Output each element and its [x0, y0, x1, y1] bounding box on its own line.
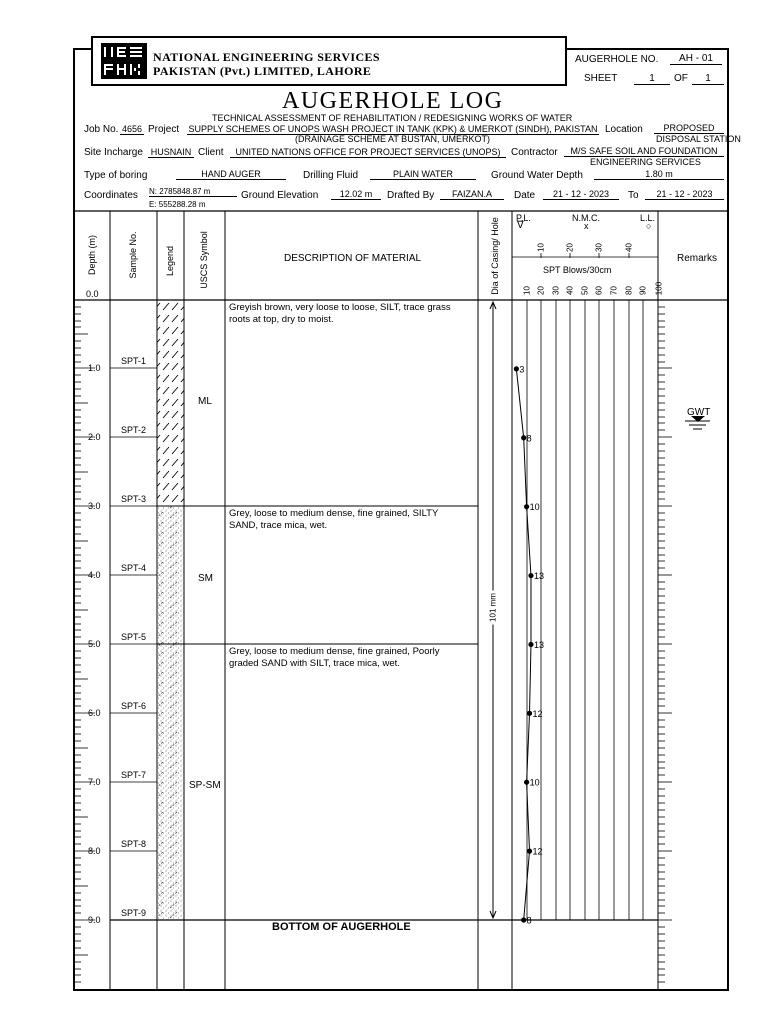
sample-id: SPT-2 — [121, 425, 147, 435]
client-value: UNITED NATIONS OFFICE FOR PROJECT SERVICES (UNOPS) — [230, 147, 506, 158]
stratum-description: SAND, trace mica, wet. — [229, 520, 328, 531]
sample-header: Sample No. — [128, 231, 138, 279]
location-value-line2: DISPOSAL STATION — [656, 134, 741, 144]
depth-label: 1.0 — [88, 363, 101, 373]
depth-header: Depth (m) — [87, 235, 97, 276]
depth-label: 9.0 — [88, 915, 101, 925]
remarks-header: Remarks — [677, 253, 718, 264]
location-label: Location — [605, 124, 643, 135]
depth-zero-label: 0.0 — [86, 289, 99, 299]
company-name-line1: NATIONAL ENGINEERING SERVICES — [153, 50, 381, 64]
sample-id: SPT-9 — [121, 908, 147, 918]
augerhole-no-label: AUGERHOLE NO. — [575, 54, 659, 65]
uscs-symbol: SP-SM — [189, 780, 221, 791]
pl-label: P.L. — [516, 213, 531, 223]
uscs-header: USCS Symbol — [199, 231, 209, 289]
depth-label: 7.0 — [88, 777, 101, 787]
description-header: DESCRIPTION OF MATERIAL — [284, 253, 422, 264]
sample-id: SPT-4 — [121, 563, 147, 573]
spt-value-label: 10 — [529, 502, 540, 513]
project-value-line2: (DRAINAGE SCHEME AT BUSTAN, UMERKOT) — [295, 134, 491, 144]
spt-value-label: 13 — [533, 571, 544, 582]
page-title: AUGERHOLE LOG — [282, 88, 504, 114]
legend-header: Legend — [165, 245, 175, 277]
sample-id: SPT-3 — [121, 494, 147, 504]
ground-elevation-label: Ground Elevation — [241, 190, 319, 201]
sample-id: SPT-1 — [121, 356, 147, 366]
spt-tick-60: 60 — [594, 286, 604, 295]
job-no-label: Job No. — [84, 124, 119, 135]
spt-axis-label: SPT Blows/30cm — [543, 265, 612, 275]
ground-water-depth-label: Ground Water Depth — [491, 170, 583, 181]
project-label: Project — [148, 124, 180, 135]
boring-type-label: Type of boring — [84, 170, 148, 181]
depth-label: 6.0 — [88, 708, 101, 718]
boring-type-value: HAND AUGER — [176, 169, 286, 180]
spt-value-label: 13 — [533, 639, 544, 650]
sample-id: SPT-7 — [121, 770, 147, 780]
depth-label: 2.0 — [88, 432, 101, 442]
contractor-value-line2: ENGINEERING SERVICES — [590, 157, 701, 167]
spt-value-label: 8 — [526, 433, 532, 444]
job-no-value: 4656 — [121, 124, 143, 134]
casing-diameter-label: 101 mm — [489, 591, 498, 625]
spt-tick-90: 90 — [638, 286, 648, 295]
spt-value-label: 12 — [532, 708, 543, 719]
spt-value-label: 3 — [519, 364, 525, 375]
stratum-description: Grey, loose to medium dense, fine grained, Poorly — [229, 646, 440, 657]
uscs-symbol: ML — [198, 396, 212, 407]
depth-label: 3.0 — [88, 501, 101, 511]
casing-header: Dia of Casing/ Hole — [490, 217, 500, 295]
nmc-label: N.M.C. — [572, 213, 600, 223]
drafted-by-value: FAIZAN.A — [440, 189, 504, 200]
site-incharge-value: HUSNAIN — [148, 147, 194, 158]
sample-id: SPT-6 — [121, 701, 147, 711]
spt-tick-20: 20 — [536, 286, 546, 295]
spt-tick-80: 80 — [624, 286, 634, 295]
location-value: PROPOSED — [654, 123, 724, 134]
site-incharge-label: Site Incharge — [84, 147, 143, 158]
spt-tick-50: 50 — [580, 286, 590, 295]
stratum-description: roots at top, dry to moist. — [229, 314, 334, 325]
depth-label: 4.0 — [88, 570, 101, 580]
of-label: OF — [674, 73, 688, 84]
project-value: SUPPLY SCHEMES OF UNOPS WASH PROJECT IN TANK (KPK) & UMERKOT (SINDH), PAKISTAN — [188, 124, 598, 134]
spt-tick-40: 40 — [565, 286, 575, 295]
date-to-value: 21 - 12 - 2023 — [645, 189, 724, 200]
of-value: 1 — [692, 73, 724, 85]
spt-value-label: 8 — [526, 915, 532, 926]
spt-tick-100: 100 — [654, 281, 664, 296]
circle-icon: ○ — [646, 221, 652, 231]
coordinate-northing: N: 2785848.87 m — [149, 187, 237, 197]
drilling-fluid-value: PLAIN WATER — [370, 169, 476, 180]
spt-tick-30: 30 — [551, 286, 561, 295]
date-from-value: 21 - 12 - 2023 — [543, 189, 619, 200]
moisture-tick-10: 10 — [536, 243, 546, 252]
ground-elevation-value: 12.02 m — [331, 189, 381, 200]
spt-value-label: 12 — [532, 846, 543, 857]
contractor-value: M/S SAFE SOIL AND FOUNDATION — [564, 146, 724, 157]
stratum-description: Grey, loose to medium dense, fine grained, SILTY — [229, 508, 439, 519]
moisture-tick-20: 20 — [565, 243, 575, 252]
client-label: Client — [198, 147, 224, 158]
coordinates-label: Coordinates — [84, 190, 138, 201]
date-label: Date — [514, 190, 536, 201]
sample-id: SPT-5 — [121, 632, 147, 642]
gwt-label: GWT — [687, 407, 711, 418]
ll-label: L.L. — [640, 213, 656, 223]
company-name-line2: PAKISTAN (Pvt.) LIMITED, LAHORE — [153, 64, 372, 78]
sheet-value: 1 — [634, 73, 670, 85]
bottom-of-hole-label: BOTTOM OF AUGERHOLE — [272, 921, 411, 933]
project-subtitle: TECHNICAL ASSESSMENT OF REHABILITATION / REDESIGNING WORKS OF WATER — [212, 113, 573, 123]
date-to-label: To — [628, 190, 639, 201]
spt-tick-70: 70 — [609, 286, 619, 295]
nmc-x-marker: x — [584, 221, 589, 231]
spt-value-label: 10 — [529, 777, 540, 788]
moisture-tick-40: 40 — [624, 243, 634, 252]
stratum-description: Greyish brown, very loose to loose, SILT, trace grass — [229, 302, 451, 313]
contractor-label: Contractor — [511, 147, 558, 158]
drafted-by-label: Drafted By — [387, 190, 435, 201]
triangle-down-icon: ∇ — [517, 220, 524, 231]
drilling-fluid-label: Drilling Fluid — [303, 170, 359, 181]
spt-tick-10: 10 — [522, 286, 532, 295]
uscs-symbol: SM — [198, 573, 213, 584]
moisture-tick-30: 30 — [594, 243, 604, 252]
sample-id: SPT-8 — [121, 839, 147, 849]
depth-label: 5.0 — [88, 639, 101, 649]
stratum-description: graded SAND with SILT, trace mica, wet. — [229, 658, 400, 669]
sheet-label: SHEET — [584, 73, 618, 84]
ground-water-depth-value: 1.80 m — [594, 169, 724, 180]
depth-label: 8.0 — [88, 846, 101, 856]
augerhole-no-value: AH - 01 — [670, 53, 722, 65]
coordinate-easting: E: 555288.28 m — [149, 200, 206, 209]
